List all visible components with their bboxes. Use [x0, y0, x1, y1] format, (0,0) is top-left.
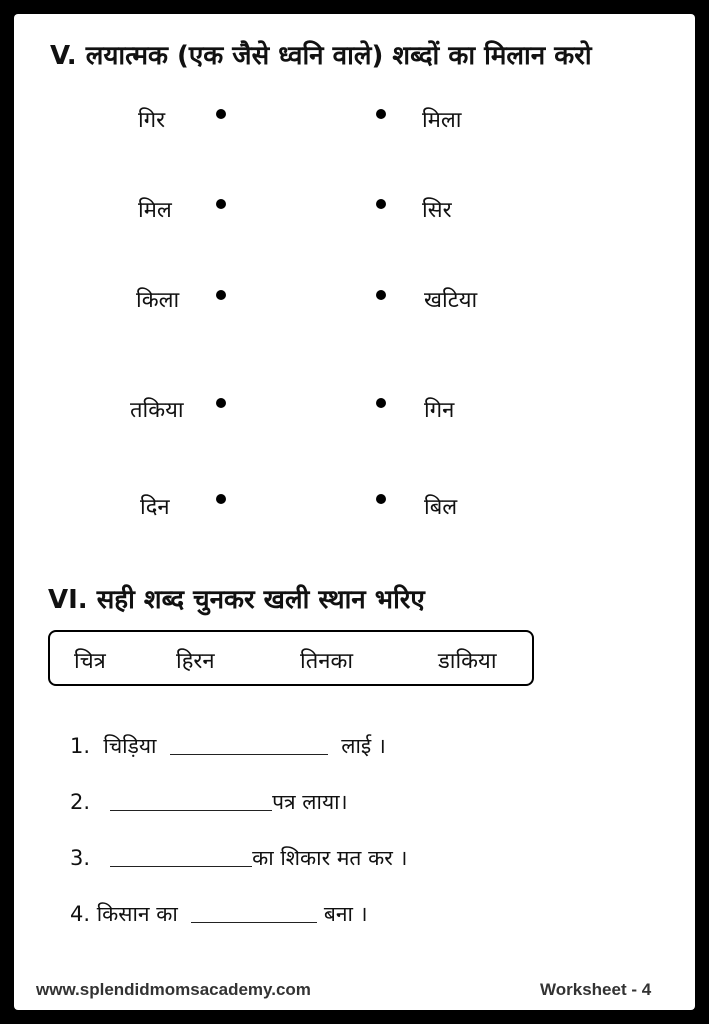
right-dot-2[interactable] — [376, 199, 386, 209]
question-3 — [70, 844, 407, 872]
worksheet-page — [14, 14, 695, 1010]
question-4 — [70, 900, 368, 928]
answer-blank-2[interactable] — [110, 809, 272, 811]
left-word-2: मिल — [138, 198, 172, 223]
section-6-title: VI. सही शब्द चुनकर खली स्थान भरिए — [48, 585, 425, 615]
right-dot-5[interactable] — [376, 494, 386, 504]
question-text-after: पत्र लाया। — [272, 790, 348, 814]
right-dot-4[interactable] — [376, 398, 386, 408]
right-word-1: मिला — [422, 108, 462, 133]
footer-website: www.splendidmomsacademy.com — [36, 980, 311, 999]
question-2 — [70, 788, 348, 816]
word-bank-option-2: हिरन — [176, 649, 215, 674]
answer-blank-4[interactable] — [191, 921, 317, 923]
question-number: 2. — [70, 790, 91, 814]
left-word-5: दिन — [140, 495, 170, 520]
question-text-after: लाई । — [341, 734, 386, 758]
footer-worksheet-label: Worksheet - 4 — [540, 980, 652, 999]
right-word-5: बिल — [424, 495, 458, 520]
question-text-after: बना । — [323, 902, 368, 926]
answer-blank-3[interactable] — [110, 865, 252, 867]
question-number: 4. — [70, 902, 91, 926]
section-5-title: V. लयात्मक (एक जैसे ध्वनि वाले) शब्दों का मिलान करो — [50, 41, 592, 71]
question-number: 3. — [70, 846, 91, 870]
left-word-3: किला — [136, 288, 180, 313]
word-bank-option-3: तिनका — [300, 649, 354, 674]
left-word-4: तकिया — [130, 398, 184, 423]
question-1 — [70, 732, 386, 760]
right-word-3: खटिया — [424, 288, 478, 313]
left-dot-5[interactable] — [216, 494, 226, 504]
left-dot-3[interactable] — [216, 290, 226, 300]
left-word-1: गिर — [138, 108, 166, 133]
right-dot-1[interactable] — [376, 109, 386, 119]
word-bank-option-4: डाकिया — [438, 649, 497, 674]
question-text-before: चिड़िया — [103, 734, 157, 758]
word-bank-box — [48, 630, 534, 686]
question-text-before: किसान का — [96, 902, 178, 926]
left-dot-2[interactable] — [216, 199, 226, 209]
right-dot-3[interactable] — [376, 290, 386, 300]
answer-blank-1[interactable] — [170, 753, 328, 755]
right-word-2: सिर — [422, 198, 452, 223]
word-bank-option-1: चित्र — [74, 649, 106, 674]
question-text-after: का शिकार मत कर । — [252, 846, 408, 870]
left-dot-1[interactable] — [216, 109, 226, 119]
question-number: 1. — [70, 734, 91, 758]
right-word-4: गिन — [424, 398, 455, 423]
left-dot-4[interactable] — [216, 398, 226, 408]
